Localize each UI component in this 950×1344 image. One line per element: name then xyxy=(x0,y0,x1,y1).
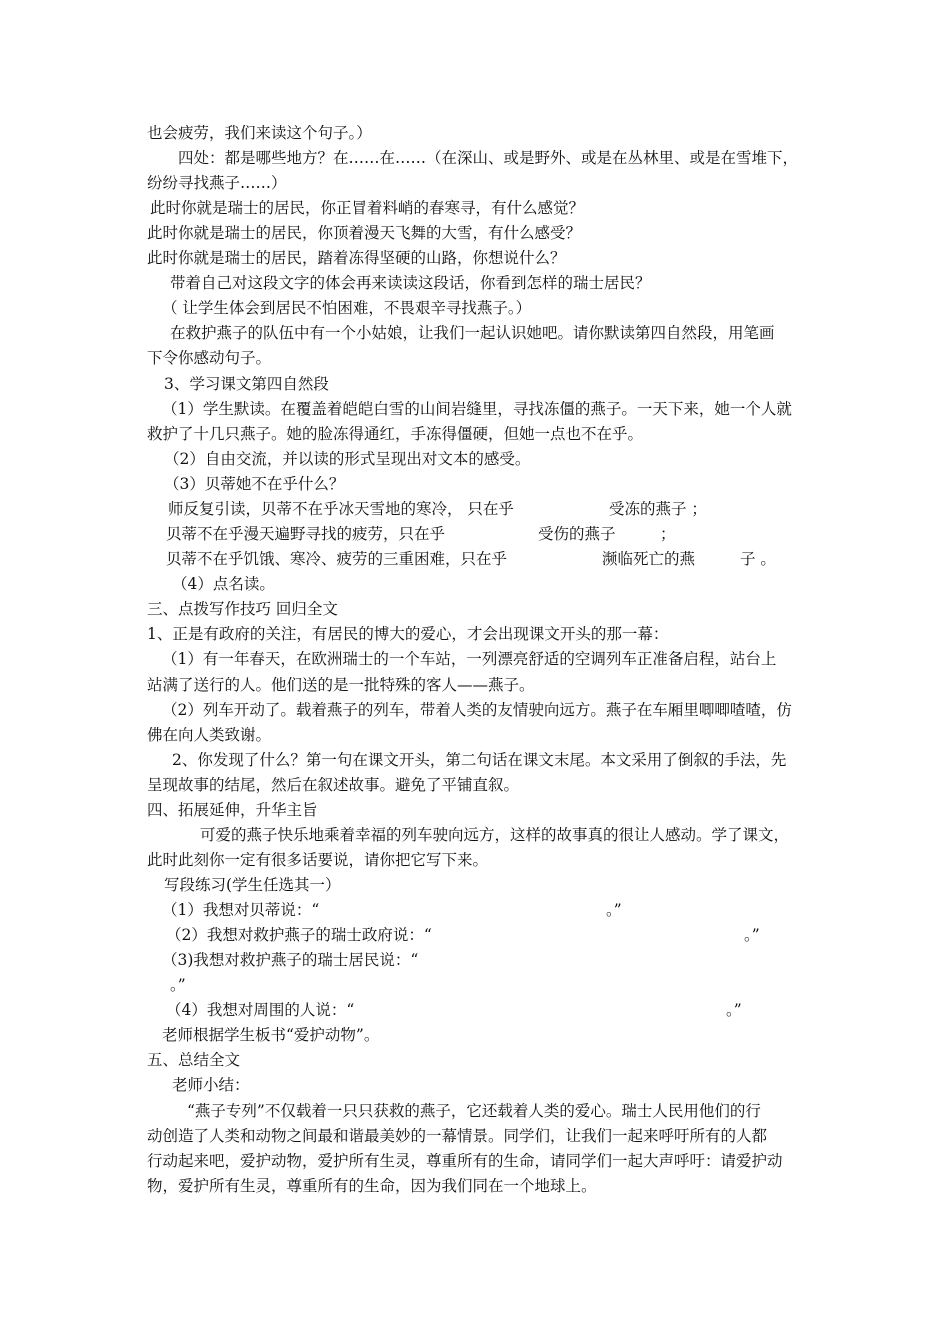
text-line: 动创造了人类和动物之间最和谐最美妙的一幕情景。同学们，让我们一起来呼吁所有的人都 xyxy=(147,1127,768,1145)
reading-prefix: 贝蒂不在乎饥饿、寒冷、疲劳的三重困难，只在乎 xyxy=(166,550,508,568)
text-line: 佛在向人类致谢。 xyxy=(147,726,272,744)
reading-answer-tail: 子 。 xyxy=(740,550,776,568)
writing-prompt-label: （2）我想对救护燕子的瑞士政府说：“ xyxy=(166,926,432,944)
text-line: 四处：都是哪些地方？在……在……（在深山、或是野外、或是在丛林里、或是在雪堆下， xyxy=(178,149,799,167)
section-heading: 3、学习课文第四自然段 xyxy=(164,375,329,393)
text-line: 纷纷寻找燕子……） xyxy=(147,174,287,192)
writing-prompt-label: （3)我想对救护燕子的瑞士居民说：“ xyxy=(162,951,419,969)
text-line: （2）自由交流，并以读的形式呈现出对文本的感受。 xyxy=(164,450,531,468)
text-line: “燕子专列”不仅载着一只只获救的燕子，它还载着人类的爱心。瑞士人民用他们的行 xyxy=(187,1102,761,1120)
text-line: 站满了送行的人。他们送的是一批特殊的客人——燕子。 xyxy=(147,676,535,694)
writing-prompt-end: 。” xyxy=(726,1001,742,1019)
reading-prefix: 师反复引读，贝蒂不在乎冰天雪地的寒冷， 只在乎 xyxy=(168,500,514,518)
text-line: （3）贝蒂她不在乎什么？ xyxy=(164,475,345,493)
reading-prefix: 贝蒂不在乎漫天遍野寻找的疲劳，只在乎 xyxy=(166,525,446,543)
text-line: 救护了十几只燕子。她的脸冻得通红，手冻得僵硬，但她一点也不在乎。 xyxy=(147,425,644,443)
section-heading: 四、拓展延伸，升华主旨 xyxy=(147,801,318,819)
reading-answer: 濒临死亡的燕 xyxy=(602,550,696,568)
text-line: 呈现故事的结尾，然后在叙述故事。避免了平铺直叙。 xyxy=(147,776,520,794)
text-line: 此时此刻你一定有很多话要说，请你把它写下来。 xyxy=(147,851,489,869)
text-line: 物，爱护所有生灵，尊重所有的生命，因为我们同在一个地球上。 xyxy=(147,1177,597,1195)
writing-prompt-end: 。” xyxy=(170,976,186,994)
text-line: 写段练习(学生任选其一） xyxy=(164,876,341,894)
writing-prompt-end: 。” xyxy=(606,901,622,919)
text-line: 2、你发现了什么？第一句在课文开头，第二句话在课文末尾。本文采用了倒叙的手法，先 xyxy=(172,751,787,769)
text-line: （4）点名读。 xyxy=(172,575,275,593)
text-line: （1）学生默读。在覆盖着皑皑白雪的山间岩缝里，寻找冻僵的燕子。一天下来，她一个人就 xyxy=(162,400,792,418)
text-line: 此时你就是瑞士的居民，踏着冻得坚硬的山路，你想说什么？ xyxy=(147,249,566,267)
section-heading: 三、点拨写作技巧 回归全文 xyxy=(147,600,338,618)
reading-punct: ； xyxy=(660,525,676,543)
writing-prompt-end: 。” xyxy=(744,926,760,944)
text-line: （1）有一年春天，在欧洲瑞士的一个车站，一列漂亮舒适的空调列车正准备启程，站台上 xyxy=(162,650,777,668)
section-heading: 五、总结全文 xyxy=(147,1051,241,1069)
text-line: 也会疲劳，我们来读这个句子。） xyxy=(147,124,372,142)
text-line: 行动起来吧，爱护动物，爱护所有生灵，尊重所有的生命，请同学们一起大声呼吁：请爱护动 xyxy=(147,1152,783,1170)
text-line: （2）列车开动了。载着燕子的列车，带着人类的友情驶向远方。燕子在车厢里唧唧喳喳，仿 xyxy=(162,701,792,719)
writing-prompt-label: （4）我想对周围的人说：“ xyxy=(166,1001,355,1019)
text-line: （ 让学生体会到居民不怕困难，不畏艰辛寻找燕子。） xyxy=(162,299,532,317)
text-line: 下令你感动句子。 xyxy=(147,349,272,367)
text-line: 在救护燕子的队伍中有一个小姑娘，让我们一起认识她吧。请你默读第四自然段，用笔画 xyxy=(170,324,775,342)
text-line: 老师根据学生板书“爱护动物”。 xyxy=(162,1026,380,1044)
text-line: 带着自己对这段文字的体会再来读读这段话，你看到怎样的瑞士居民？ xyxy=(170,274,651,292)
text-line: 1、正是有政府的关注，有居民的博大的爱心，才会出现课文开头的那一幕： xyxy=(147,625,669,643)
text-line: 此时你就是瑞士的居民，你顶着漫天飞舞的大雪，有什么感受？ xyxy=(147,224,582,242)
reading-answer: 受冻的燕子 ； xyxy=(609,500,707,518)
text-line: 可爱的燕子快乐地乘着幸福的列车驶向远方，这样的故事真的很让人感动。学了课文， xyxy=(200,826,790,844)
writing-prompt-label: （1）我想对贝蒂说：“ xyxy=(162,901,320,919)
text-line: 老师小结： xyxy=(172,1076,250,1094)
reading-answer: 受伤的燕子 xyxy=(538,525,616,543)
text-line: 此时你就是瑞士的居民，你正冒着料峭的春寒寻，有什么感觉？ xyxy=(150,199,585,217)
